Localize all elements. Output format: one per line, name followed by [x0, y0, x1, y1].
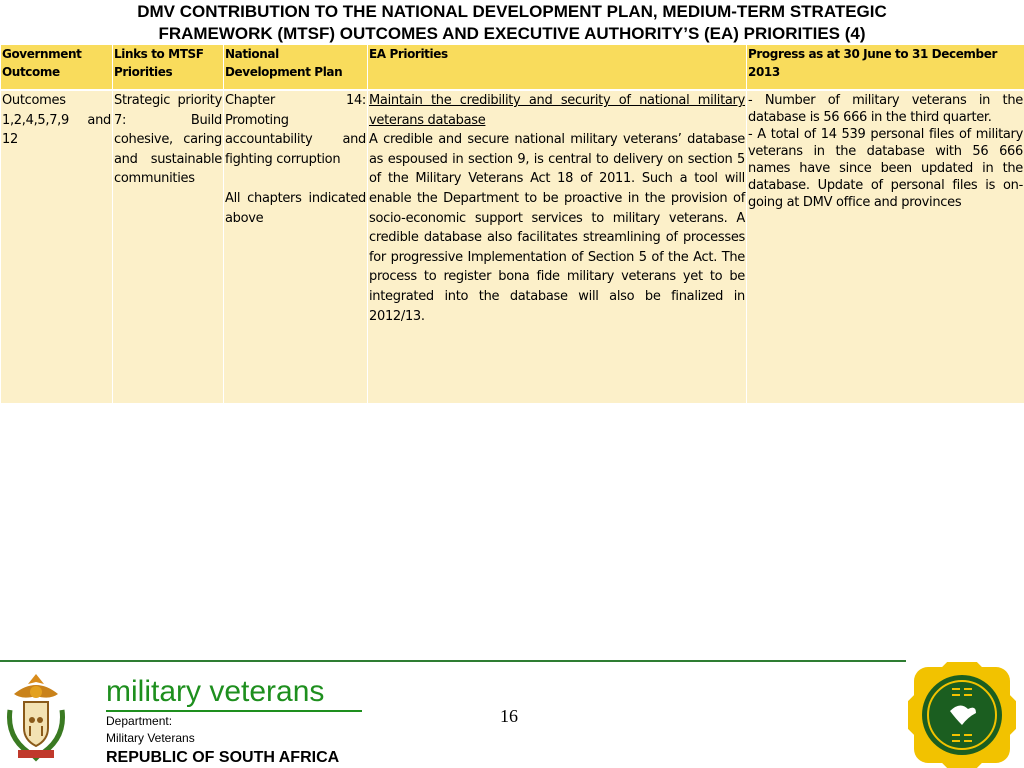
- department-name: Military Veterans: [106, 731, 195, 745]
- header-national-development-plan: National Development Plan: [224, 45, 368, 90]
- cell-ea-priorities: [368, 90, 747, 403]
- ndp-chapter: Chapter 14: Promoting accountability and fighting corruption: [225, 93, 366, 167]
- country-name: REPUBLIC OF SOUTH AFRICA: [106, 749, 340, 766]
- priorities-table: [0, 45, 1024, 403]
- ea-heading: Maintain the credibility and security of national military veterans database: [369, 93, 745, 128]
- title-line-2: FRAMEWORK (MTSF) OUTCOMES AND EXECUTIVE AUTHORITY’S (EA) PRIORITIES (4): [158, 24, 866, 43]
- table-row: [1, 90, 1024, 403]
- table-header-row: [1, 45, 1024, 90]
- department-label: Department:: [106, 714, 173, 728]
- progress-item-2: - A total of 14 539 personal files of military veterans in the database with 56 666 names have since been updated in the database. Update of personal files is on-going at DMV office and provinces: [748, 127, 1023, 210]
- cell-government-outcome: Outcomes 1,2,4,5,7,9 and 12: [1, 90, 113, 403]
- page-title: [0, 1, 1024, 45]
- cell-ndp: [224, 90, 368, 403]
- brand-name: military veterans: [106, 674, 362, 712]
- header-progress: Progress as at 30 June to 31 December 2013: [747, 45, 1024, 90]
- header-ea-priorities: EA Priorities: [368, 45, 747, 90]
- military-veterans-badge-icon: [908, 662, 1016, 768]
- ea-body: A credible and secure national military veterans’ database as espoused in section 9, is central to delivery on section 5 of the Military Veterans Act 18 of 2011. Such a tool will enable the Department to be proactive in the provision of socio-economic support services to military veterans. A credible database also facilitates streamlining of processes for progressive Implementation of Section 5 of the Act. The process to register bona fide military veterans yet to be integrated into the database will also be finalized in 2012/13.: [369, 132, 745, 324]
- progress-item-1: - Number of military veterans in the database is 56 666 in the third quarter.: [748, 93, 1023, 125]
- title-line-1: DMV CONTRIBUTION TO THE NATIONAL DEVELOPMENT PLAN, MEDIUM-TERM STRATEGIC: [137, 2, 887, 21]
- footer-divider: [0, 660, 906, 662]
- page-number: 16: [500, 706, 518, 726]
- coat-of-arms-icon: [4, 670, 68, 766]
- cell-progress: [747, 90, 1024, 403]
- cell-mtsf-link: Strategic priority 7: Build cohesive, caring and sustainable communities: [113, 90, 224, 403]
- ndp-note: All chapters indicated above: [225, 190, 366, 226]
- header-mtsf-priorities: Links to MTSF Priorities: [113, 45, 224, 90]
- header-government-outcome: Government Outcome: [1, 45, 113, 90]
